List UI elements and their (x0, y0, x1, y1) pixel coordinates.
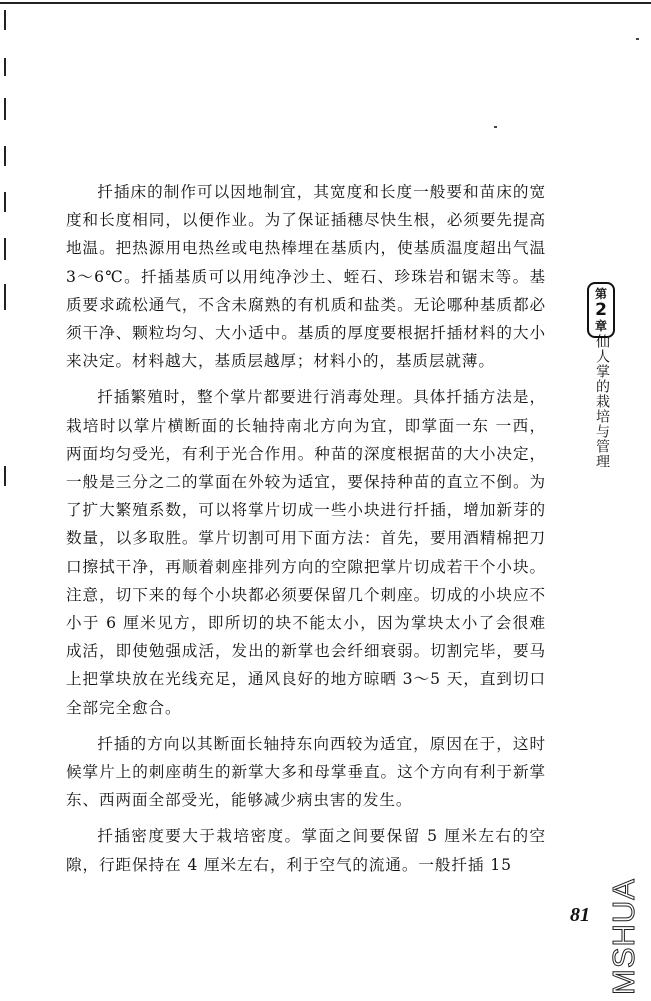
chapter-badge (587, 282, 615, 338)
left-edge-mark (4, 98, 6, 120)
paragraph: 扦插繁殖时，整个掌片都要进行消毒处理。具体扦插方法是，栽培时以掌片横断面的长轴持南北方向为宜，即掌面一东 一西，两面均匀受光，有利于光合作用。种苗的深度根据苗的大小决定，一般是三分之二的掌面在外较为适宜，要保持种苗的直立不倒。为了扩大繁殖系数，可以将掌片切成一些小块进行扦插，增加新芽的数量，以多取胜。掌片切割可用下面方法：首先，要用酒精棉把刀口擦拭干净，再顺着刺座排列方向的空隙把掌片切成若干个小块。注意，切下来的每个小块都必须要保留几个刺座。切成的小块应不小于 6 厘米见方，即所切的块不能太小，因为掌块太小了会很难成活，即使勉强成活，发出的新掌也会纤细衰弱。切割完毕，要马上把掌块放在光线充足，通风良好的地方晾晒 3～5 天，直到切口全部完全愈合。 (66, 388, 547, 717)
paragraph: 扦插密度要大于栽培密度。掌面之间要保留 5 厘米左右的空隙，行距保持在 4 厘米左右，利于空气的流通。一般扦插 15 (66, 827, 546, 874)
running-title: 仙人掌的栽培与管理 (594, 334, 610, 469)
left-edge-mark (4, 238, 6, 260)
scan-speck (636, 38, 639, 40)
left-edge-mark (4, 284, 6, 310)
left-edge-mark (4, 10, 6, 30)
paragraph: 扦插床的制作可以因地制宜，其宽度和长度一般要和苗床的宽度和长度相同，以便作业。为了保证插穗尽快生根，必须要先提高地温。把热源用电热丝或电热棒埋在基质内，使基质温度超出气温 3～6℃。扦插基质可以用纯净沙土、蛭石、珍珠岩和锯末等。基质要求疏松通气，不含未腐熟的有机质和盐类。无论哪种基质都必须干净、颗粒均匀、大小适中。基质的厚度要根据扦插材料的大小来决定。材料越大，基质层越厚；材料小的，基质层就薄。 (66, 183, 546, 371)
chapter-number: 2 (595, 300, 607, 320)
left-edge-mark (4, 466, 6, 486)
body-text (66, 178, 546, 879)
watermark: MSHUA (606, 878, 641, 995)
left-edge-mark (4, 192, 6, 212)
chapter-suffix: 章 (594, 319, 607, 333)
paragraph: 扦插的方向以其断面长轴持东向西较为适宜，原因在于，这时候掌片上的刺座萌生的新掌大多和母掌垂直。这个方向有利于新掌东、西两面全部受光，能够减少病虫害的发生。 (66, 734, 546, 810)
page-number: 81 (570, 904, 590, 926)
left-edge-mark (4, 58, 6, 76)
chapter-prefix: 第 (594, 287, 607, 301)
left-edge-mark (4, 146, 6, 166)
top-border-line (0, 2, 651, 4)
scan-speck (494, 126, 497, 128)
